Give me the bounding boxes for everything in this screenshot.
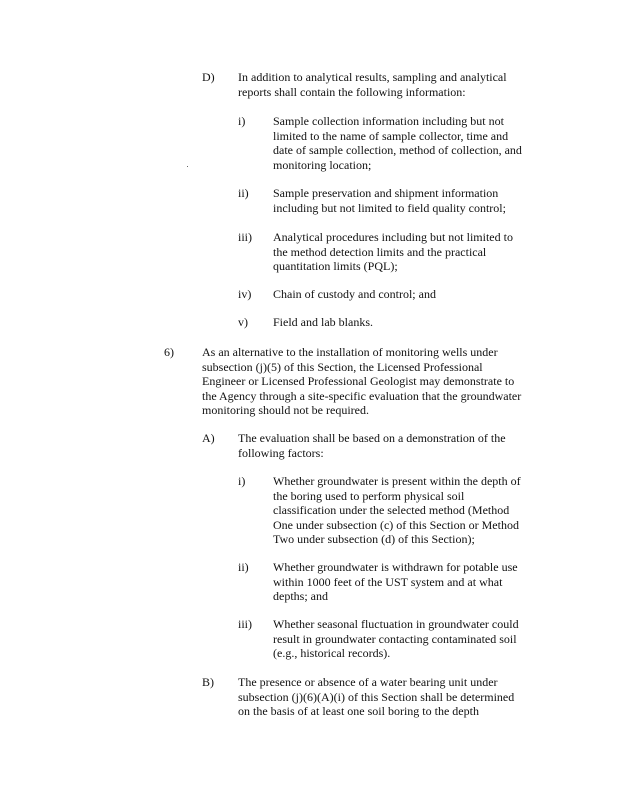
text-line: including but not limited to field quality control; [273,200,506,215]
text-line: reports shall contain the following information: [238,84,466,99]
text-line: (e.g., historical records). [273,646,391,660]
text-line: subsection (j)(5) of this Section, the Licensed Professional [202,359,483,374]
text-line: The presence or absence of a water bearing unit under [238,675,498,689]
subsection-a-text [238,431,506,460]
text-line: following factors: [238,445,324,460]
text-line: the boring used to perform physical soil [273,488,465,503]
text-line: limited to the name of sample collector, time and [273,128,509,143]
item-marker-iv: iv) [238,287,252,301]
item-d-iii-text [273,230,513,274]
text-line: Chain of custody and control; and [273,287,436,301]
text-line: monitoring should not be required. [202,403,369,417]
item-marker-v: v) [238,315,248,329]
scan-speck [187,166,188,167]
item-a-iii-text [273,617,519,661]
text-line: As an alternative to the installation of monitoring wells under [202,345,498,359]
item-a-ii-text [273,560,518,604]
text-line: Whether groundwater is present within the depth of [273,474,521,488]
text-line: Sample collection information including but not [273,114,504,128]
section-6-text [202,345,521,418]
subsection-marker-d: D) [202,70,215,84]
item-d-i-text [273,114,522,172]
text-line: the method detection limits and the practical [273,244,487,259]
section-marker-6: 6) [164,345,174,359]
text-line: depths; and [273,589,328,603]
text-line: quantitation limits (PQL); [273,259,398,273]
text-line: Field and lab blanks. [273,315,373,329]
text-line: the Agency through a site-specific evaluation that the groundwater [202,388,522,403]
item-marker-ii: ii) [238,560,249,574]
text-line: on the basis of at least one soil boring to the depth [238,704,479,718]
item-d-v-text [273,315,373,330]
text-line: within 1000 feet of the UST system and at what [273,574,503,589]
item-d-ii-text [273,186,506,215]
text-line: result in groundwater contacting contaminated soil [273,631,517,646]
text-line: Sample preservation and shipment information [273,186,499,200]
text-line: Whether seasonal fluctuation in groundwater could [273,617,519,631]
item-a-i-text [273,474,521,547]
item-marker-i: i) [238,474,246,488]
subsection-marker-b: B) [202,675,214,689]
text-line: classification under the selected method (Method [273,503,510,517]
text-line: monitoring location; [273,157,372,172]
text-line: In addition to analytical results, sampling and analytical [238,70,507,84]
text-line: Engineer or Licensed Professional Geologist may demonstrate to [202,374,515,388]
text-line: Analytical procedures including but not limited to [273,230,513,244]
item-marker-iii: iii) [238,617,252,631]
subsection-marker-a: A) [202,431,215,445]
text-line: Two under subsection (d) of this Section); [273,532,475,546]
text-line: Whether groundwater is withdrawn for potable use [273,560,518,574]
text-line: subsection (j)(6)(A)(i) of this Section shall be determined [238,689,515,704]
subsection-d-text [238,70,507,99]
text-line: date of sample collection, method of collection, and [273,143,522,157]
item-marker-ii: ii) [238,186,249,200]
subsection-b-text [238,675,514,719]
item-d-iv-text [273,287,436,302]
text-line: One under subsection (c) of this Section or Method [273,517,519,532]
item-marker-i: i) [238,114,246,128]
item-marker-iii: iii) [238,230,252,244]
text-line: The evaluation shall be based on a demonstration of the [238,431,506,445]
